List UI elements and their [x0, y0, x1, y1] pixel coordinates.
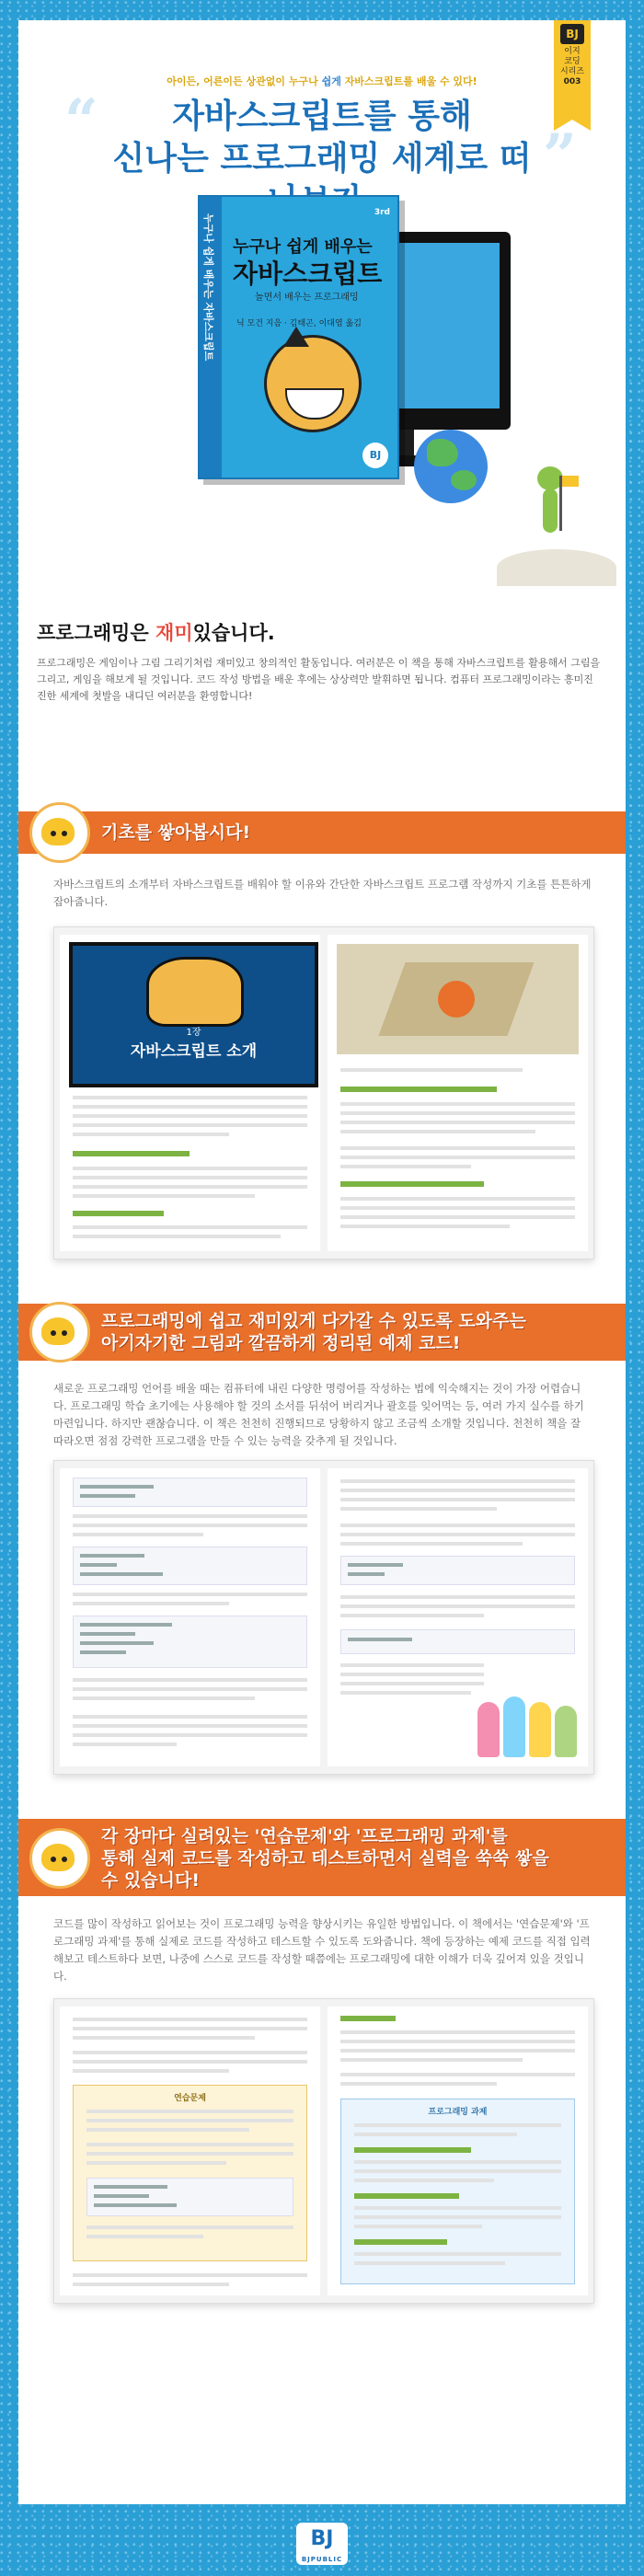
left-page	[60, 1468, 320, 1766]
programming-task-box	[340, 2099, 575, 2284]
close-quote-icon: ”	[543, 121, 577, 190]
cat-illustration-icon	[264, 335, 362, 432]
cat-illustration-icon	[146, 957, 244, 1027]
book-cover	[198, 195, 399, 479]
moon-illustration	[497, 549, 616, 586]
open-quote-icon: “	[64, 86, 98, 155]
tagline-highlight: 쉽게	[321, 75, 341, 87]
practice-label: 연습문제	[174, 2094, 206, 2103]
headline-line1: 자바스크립트를 통해	[172, 98, 472, 135]
left-page	[60, 2007, 320, 2295]
right-page	[328, 935, 588, 1251]
tagline	[18, 74, 626, 88]
section-3-book-spread	[53, 1998, 594, 2304]
headline-line2: 신나는 프로그래밍 세계로 떠	[112, 140, 532, 178]
chapter-title: 자바스크립트 소개	[130, 1042, 258, 1061]
right-page	[328, 1468, 588, 1766]
footer-publisher-logo: BJ BJPUBLIC	[296, 2523, 348, 2565]
book-subtitle: 놀면서 배우는 프로그래밍	[255, 293, 359, 303]
intro-title-highlight: 재미	[155, 622, 193, 644]
practice-box	[73, 2085, 307, 2261]
series-badge-line3: 시리즈	[559, 67, 585, 76]
section-2-banner	[18, 1304, 626, 1361]
series-badge-number: 003	[563, 77, 581, 86]
chapter-opener	[69, 942, 318, 1087]
section-3-banner	[18, 1819, 626, 1896]
section-2-book-spread	[53, 1460, 594, 1775]
children-illustration	[477, 1674, 579, 1757]
fox-mascot-icon	[29, 1828, 90, 1889]
section-3-body: 코드를 많이 작성하고 읽어보는 것이 프로그래밍 능력을 향상시키는 유일한 방법입니다. 이 책에서는 '연습문제'와 '프로그래밍 과제'를 통해 실제로 코드를 작성하고 테스트할 수 있도록 도와줍니다. 책에 등장하는 예제 코드를 직접 입력해보고 테스트하다 보면, 나중에 스스로 코드를 작성할 때쯤에는 프로그래밍에 대한 이해가 더욱 깊어져 있을 것입니다.	[53, 1917, 591, 1983]
tagline-part1: 아이든, 어른이든 상관없이 누구나	[167, 75, 322, 87]
tagline-part2: 자바스크립트를 배울 수 있다!	[340, 75, 477, 87]
fox-mascot-icon	[29, 802, 90, 863]
section-1-book-spread	[53, 926, 594, 1259]
fox-mascot-icon	[29, 1302, 90, 1363]
series-badge-line2: 코딩	[564, 57, 581, 66]
section-1-banner	[18, 811, 626, 854]
book-spine-title: 누구나 쉽게 배우는 자바스크립트	[202, 213, 214, 362]
section-2-heading: 프로그래밍에 쉽고 재미있게 다가갈 수 있도록 도와주는 아기자기한 그림과 깔끔하게 정리된 예제 코드!	[101, 1311, 526, 1353]
book-publisher-logo: BJ	[362, 443, 388, 468]
section-1-body: 자바스크립트의 소개부터 자바스크립트를 배워야 할 이유와 간단한 자바스크립트 프로그램 작성까지 기초를 튼튼하게 잡아줍니다.	[53, 878, 592, 908]
book-title-line1: 누구나 쉽게 배우는	[233, 237, 373, 257]
globe-icon	[414, 430, 488, 503]
right-page	[328, 2007, 588, 2295]
book-authors: 닉 모건 지음 · 김태곤, 이대엽 옮김	[236, 319, 362, 328]
chapter-number: 1장	[186, 1028, 201, 1038]
intro-title: 프로그래밍은 재미있습니다.	[37, 622, 275, 644]
section-3-heading: 각 장마다 실려있는 '연습문제'와 '프로그래밍 과제'를 통해 실제 코드를 작성하고 테스트하면서 실력을 쑥쑥 쌓을 수 있습니다!	[101, 1826, 549, 1891]
footer-publisher-name: BJPUBLIC	[301, 2556, 343, 2563]
task-label: 프로그래밍 과제	[428, 2108, 488, 2117]
section-2-body: 새로운 프로그래밍 언어를 배울 때는 컴퓨터에 내린 다양한 명령어를 작성하는 법에 익숙해지는 것이 가장 어렵습니다. 프로그래밍 학습 초기에는 사용해야 할 것의 소서를 뒤섞어 버리거나 괄호를 잊어먹는 등, 여러 가지 실수를 하기 마련입니다. 하지만 괜찮습니다. 이 책은 천천히 진행되므로 당황하지 않고 조금씩 소개할 것입니다. 천천히 책을 잘 따라오면 점점 강력한 프로그램을 만들 수 있는 능력을 갖추게 될 것입니다.	[53, 1382, 584, 1447]
left-page	[60, 935, 320, 1251]
hero-illustration	[18, 190, 626, 586]
publisher-logo: BJ	[560, 24, 584, 44]
book-title-line2: 자바스크립트	[233, 259, 383, 289]
series-badge-line1: 이지	[564, 47, 581, 56]
section-1-heading: 기초를 쌓아봅시다!	[101, 822, 251, 843]
content-card	[18, 20, 626, 2504]
game-screenshot	[337, 944, 579, 1054]
alien-illustration-icon	[532, 466, 569, 549]
book-edition-badge: 3rd	[374, 208, 390, 217]
series-badge	[554, 20, 591, 120]
intro-body: 프로그래밍은 게임이나 그림 그리기처럼 재미있고 창의적인 활동입니다. 여러분은 이 책을 통해 자바스크립트를 활용해서 그림을 그리고, 게임을 해보게 될 것입니다. 코드 작성 방법을 배운 후에는 상상력만 발휘하면 됩니다. 컴퓨터 프로그래밍이라는 흥미진진한 세계에 첫발을 내디딘 여러분을 환영합니다!	[37, 657, 601, 702]
